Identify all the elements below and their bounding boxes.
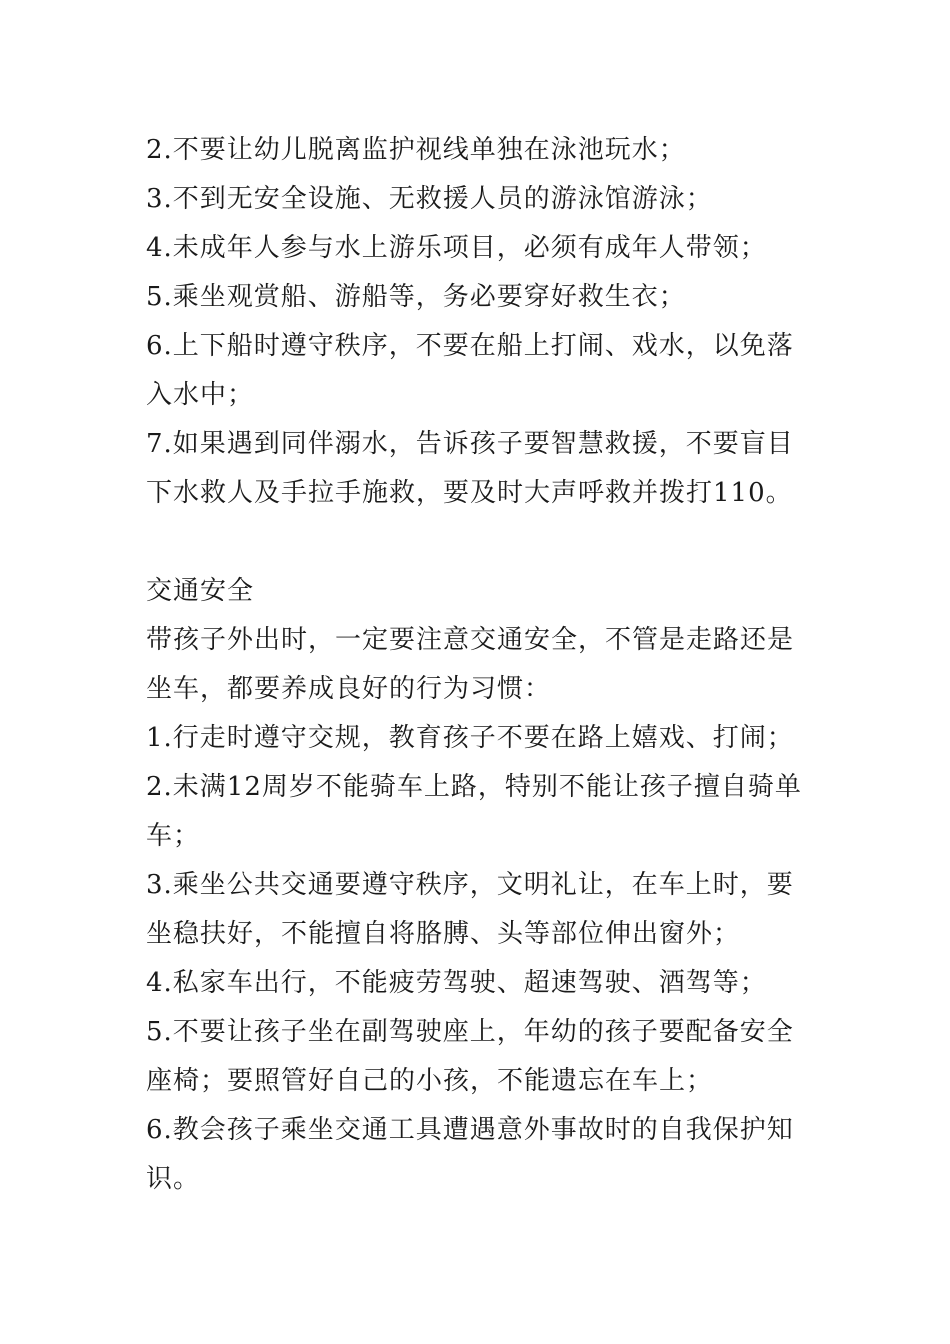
traffic-safety-item-4: 4.私家车出行，不能疲劳驾驶、超速驾驶、酒驾等； [146,968,767,998]
traffic-safety-intro: 带孩子外出时，一定要注意交通安全，不管是走路还是坐车，都要养成良好的行为习惯： [146,625,795,704]
traffic-safety-heading: 交通安全 [146,576,255,606]
section-gap [146,518,816,567]
water-safety-item-6: 6.上下船时遵守秩序，不要在船上打闹、戏水，以免落入水中； [146,331,794,410]
traffic-safety-item-5: 5.不要让孩子坐在副驾驶座上，年幼的孩子要配备安全座椅；要照管好自己的小孩，不能遗忘在车上； [146,1017,794,1096]
water-safety-item-5: 5.乘坐观赏船、游船等，务必要穿好救生衣； [146,282,686,312]
water-safety-item-3: 3.不到无安全设施、无救援人员的游泳馆游泳； [146,184,713,214]
water-safety-item-7: 7.如果遇到同伴溺水，告诉孩子要智慧救援，不要盲目下水救人及手拉手施救，要及时大声呼救并拨打110。 [146,429,794,508]
water-safety-item-4: 4.未成年人参与水上游乐项目，必须有成年人带领； [146,233,767,263]
traffic-safety-item-3: 3.乘坐公共交通要遵守秩序，文明礼让，在车上时，要坐稳扶好，不能擅自将胳膊、头等部位伸出窗外； [146,870,794,949]
traffic-safety-item-6: 6.教会孩子乘坐交通工具遭遇意外事故时的自我保护知识。 [146,1115,794,1194]
water-safety-item-2: 2.不要让幼儿脱离监护视线单独在泳池玩水； [146,135,686,165]
document-body [146,126,816,1204]
traffic-safety-item-2: 2.未满12周岁不能骑车上路，特别不能让孩子擅自骑单车； [146,772,802,851]
traffic-safety-item-1: 1.行走时遵守交规，教育孩子不要在路上嬉戏、打闹； [146,723,794,753]
